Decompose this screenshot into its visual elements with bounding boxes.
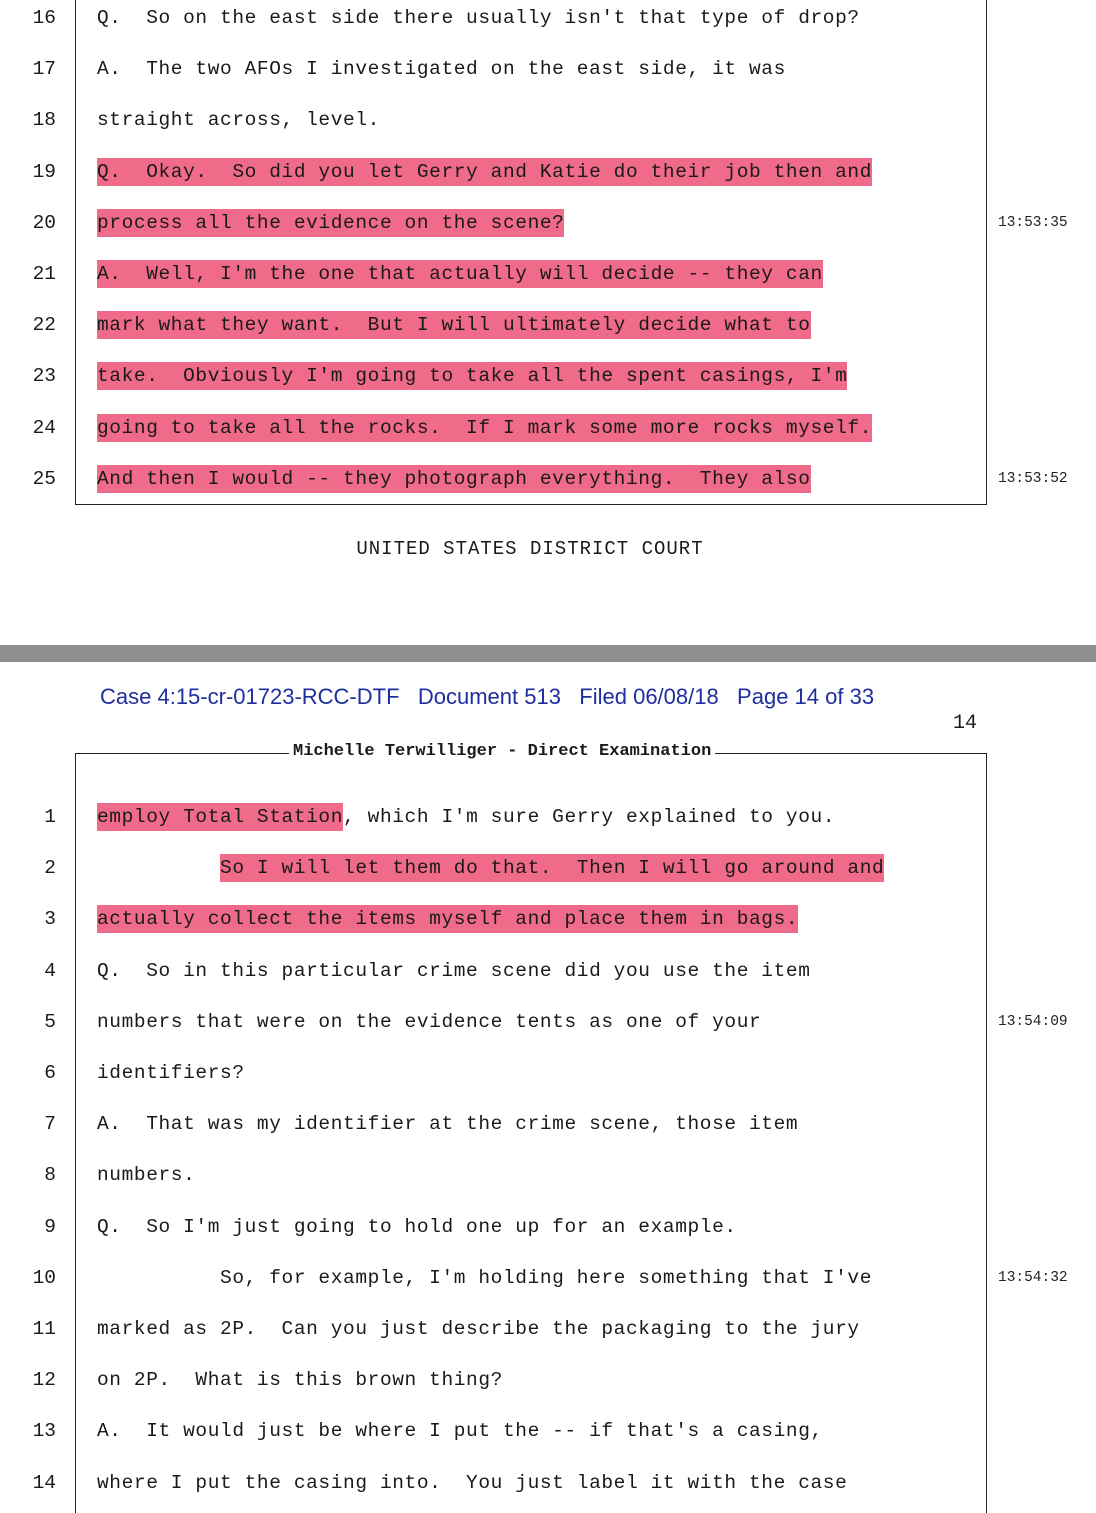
line-text xyxy=(97,408,872,448)
line-number: 25 xyxy=(32,467,56,490)
text-segment: marked as 2P. Can you just describe the packaging to the jury xyxy=(97,1318,860,1340)
transcript-line xyxy=(0,1258,1096,1298)
page-divider xyxy=(0,645,1096,662)
line-number: 14 xyxy=(32,1471,56,1494)
text-segment: straight across, level. xyxy=(97,109,380,132)
transcript-line xyxy=(0,152,1096,192)
court-footer: UNITED STATES DISTRICT COURT xyxy=(356,538,704,560)
line-number: 9 xyxy=(44,1215,56,1238)
transcript-line xyxy=(0,1002,1096,1042)
text-segment: on 2P. What is this brown thing? xyxy=(97,1369,503,1392)
line-text xyxy=(97,848,884,888)
line-number: 10 xyxy=(32,1266,56,1289)
timestamp: 13:54:09 xyxy=(998,1013,1068,1030)
line-text xyxy=(97,1053,245,1093)
examination-title: Michelle Terwilliger - Direct Examination xyxy=(289,742,715,761)
transcript-line xyxy=(0,848,1096,888)
transcript-line xyxy=(0,899,1096,939)
transcript-line xyxy=(0,1463,1096,1503)
highlighted-text: Q. Okay. So did you let Gerry and Katie do their job then and xyxy=(97,158,872,186)
line-number: 16 xyxy=(32,7,56,29)
line-text xyxy=(97,1155,195,1195)
transcript-line xyxy=(0,951,1096,991)
transcript-line xyxy=(0,1207,1096,1247)
transcript-line xyxy=(0,1411,1096,1451)
text-segment: where I put the casing into. You just label it with the case xyxy=(97,1471,848,1494)
transcript-line xyxy=(0,203,1096,243)
transcript-line xyxy=(0,1360,1096,1400)
page-number: 14 xyxy=(953,712,978,735)
transcript-line xyxy=(0,356,1096,396)
line-number: 22 xyxy=(32,314,56,337)
transcript-line xyxy=(0,100,1096,140)
transcript-line xyxy=(0,254,1096,294)
line-number: 11 xyxy=(32,1318,56,1340)
text-segment: identifiers? xyxy=(97,1062,245,1084)
line-number: 6 xyxy=(44,1062,56,1084)
highlighted-text: So I will let them do that. Then I will go around and xyxy=(220,854,884,882)
line-number: 7 xyxy=(44,1113,56,1136)
text-segment: Q. So in this particular crime scene did you use the item xyxy=(97,959,811,982)
line-number: 23 xyxy=(32,365,56,388)
highlighted-text: mark what they want. But I will ultimately decide what to xyxy=(97,311,811,339)
text-segment: So, for example, I'm holding here something that I've xyxy=(97,1266,873,1289)
transcript-line xyxy=(0,0,1096,38)
timestamp: 13:54:32 xyxy=(998,1269,1068,1286)
transcript-line xyxy=(0,1155,1096,1195)
line-text xyxy=(97,459,811,499)
text-segment xyxy=(97,857,220,879)
line-text xyxy=(97,254,823,294)
line-text xyxy=(97,152,872,192)
line-number: 18 xyxy=(32,109,56,132)
line-text xyxy=(97,1411,823,1451)
line-number: 1 xyxy=(44,806,56,828)
text-segment: numbers. xyxy=(97,1164,196,1187)
highlighted-text: And then I would -- they photograph everything. They also xyxy=(97,465,811,493)
transcript-line xyxy=(0,305,1096,345)
timestamp: 13:53:35 xyxy=(998,214,1068,231)
line-number: 8 xyxy=(44,1164,56,1187)
text-segment: A. That was my identifier at the crime scene, those item xyxy=(97,1113,799,1136)
highlighted-text: employ Total Station xyxy=(97,803,343,831)
highlighted-text: take. Obviously I'm going to take all the spent casings, I'm xyxy=(97,362,847,390)
line-text xyxy=(97,356,847,396)
transcript-line xyxy=(0,459,1096,499)
line-text xyxy=(97,951,811,991)
text-segment: numbers that were on the evidence tents as one of your xyxy=(97,1010,762,1033)
line-number: 19 xyxy=(32,160,56,183)
line-number: 3 xyxy=(44,908,56,931)
line-text xyxy=(97,1258,872,1298)
line-text xyxy=(97,797,835,837)
transcript-line xyxy=(0,797,1096,837)
text-segment: , which I'm sure Gerry explained to you. xyxy=(343,806,836,828)
line-text xyxy=(97,0,860,38)
line-number: 20 xyxy=(32,211,56,234)
highlighted-text: A. Well, I'm the one that actually will decide -- they can xyxy=(97,260,823,288)
line-text xyxy=(97,1360,503,1400)
line-number: 13 xyxy=(32,1420,56,1443)
line-number: 17 xyxy=(32,58,56,81)
highlighted-text: going to take all the rocks. If I mark some more rocks myself. xyxy=(97,414,872,442)
line-number: 2 xyxy=(44,857,56,880)
transcript-line xyxy=(0,408,1096,448)
line-text xyxy=(97,899,798,939)
timestamp: 13:53:52 xyxy=(998,470,1068,487)
transcript-line xyxy=(0,1104,1096,1144)
line-text xyxy=(97,1309,860,1349)
transcript-line xyxy=(0,49,1096,89)
line-text xyxy=(97,203,564,243)
line-number: 24 xyxy=(32,416,56,439)
highlighted-text: process all the evidence on the scene? xyxy=(97,209,564,237)
line-number: 21 xyxy=(32,263,56,285)
line-text xyxy=(97,1002,761,1042)
line-text xyxy=(97,100,380,140)
line-number: 5 xyxy=(44,1010,56,1033)
line-text xyxy=(97,1207,737,1247)
line-text xyxy=(97,1104,798,1144)
line-text xyxy=(97,1463,847,1503)
case-header: Case 4:15-cr-01723-RCC-DTF Document 513 Filed 06/08/18 Page 14 of 33 xyxy=(100,684,875,709)
text-segment: A. The two AFOs I investigated on the east side, it was xyxy=(97,58,786,81)
text-segment: Q. So on the east side there usually isn't that type of drop? xyxy=(97,7,860,29)
text-segment: Q. So I'm just going to hold one up for an example. xyxy=(97,1215,737,1238)
transcript-line xyxy=(0,1309,1096,1349)
transcript-line xyxy=(0,1053,1096,1093)
highlighted-text: actually collect the items myself and place them in bags. xyxy=(97,905,798,933)
line-text xyxy=(97,49,786,89)
line-text xyxy=(97,305,811,345)
text-segment: A. It would just be where I put the -- if that's a casing, xyxy=(97,1420,823,1443)
line-number: 4 xyxy=(44,959,56,982)
line-number: 12 xyxy=(32,1369,56,1392)
